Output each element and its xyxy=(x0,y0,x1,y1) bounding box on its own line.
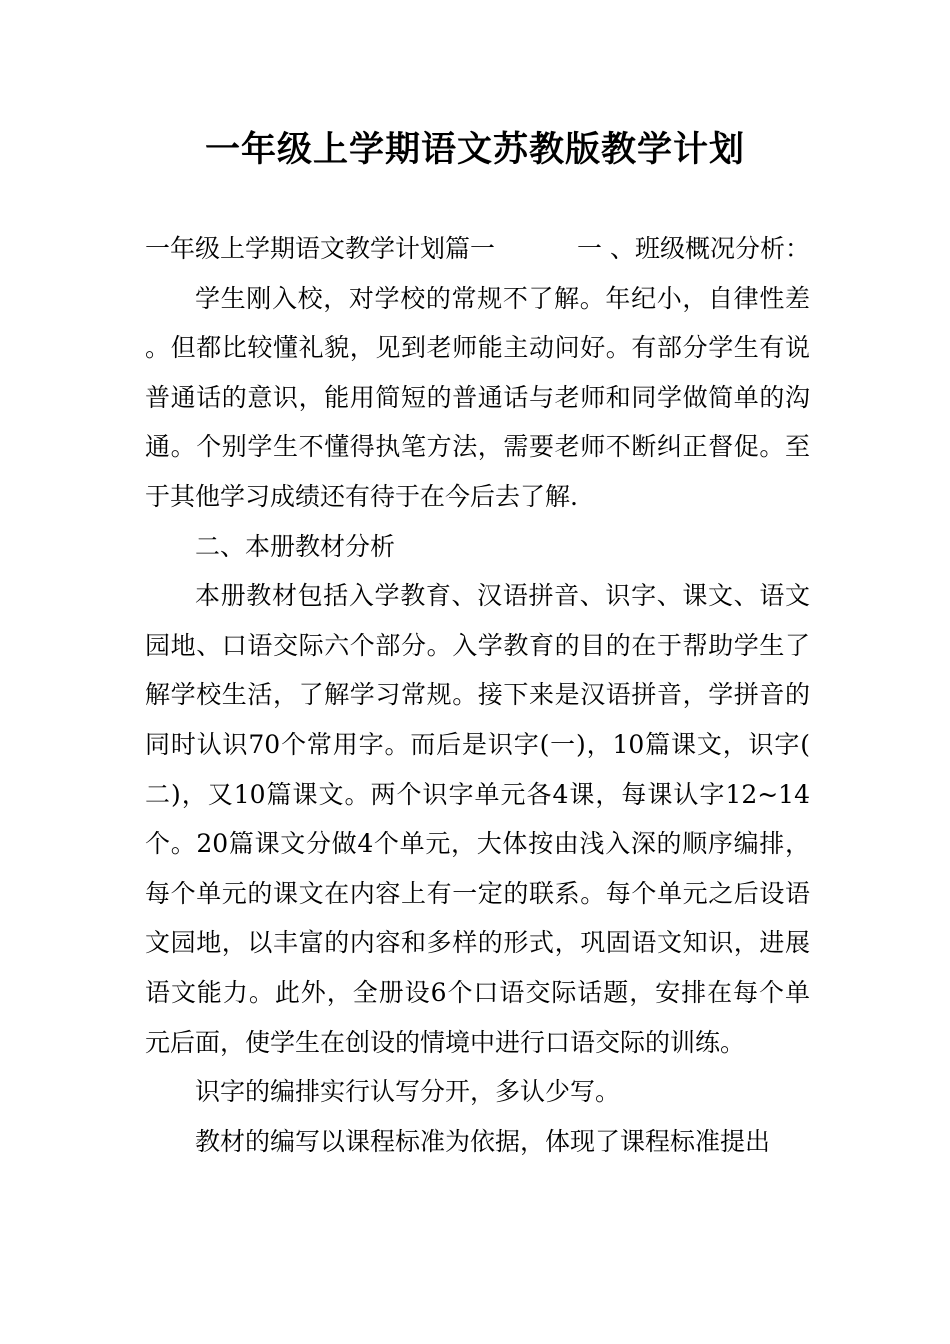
document-body xyxy=(145,224,810,1166)
section-heading-textbook-analysis: 二、本册教材分析 xyxy=(195,531,396,561)
document-title: 一年级上学期语文苏教版教学计划 xyxy=(204,130,745,170)
paragraph-textbook-content: 本册教材包括入学教育、汉语拼音、识字、课文、语文园地、口语交际六个部分。入学教育的目的在于帮助学生了解学校生活，了解学习常规。接下来是汉语拼音，学拼音的同时认识70个常用字。而后是识字(一)，10篇课文，识字(二)，又10篇课文。两个识字单元各4课，每课认字12~14个。20篇课文分做4个单元，大体按由浅入深的顺序编排，每个单元的课文在内容上有一定的联系。每个单元之后设语文园地，以丰富的内容和多样的形式，巩固语文知识，进展语文能力。此外，全册设6个口语交际话题，安排在每个单元后面，使学生在创设的情境中进行口语交际的训练。 xyxy=(145,581,810,1057)
intro-line xyxy=(145,224,810,274)
paragraph-literacy-arrangement: 识字的编排实行认写分开，多认少写。 xyxy=(195,1077,621,1107)
intro-line-left: 一年级上学期语文教学计划篇一 xyxy=(145,234,496,263)
intro-line-right: 一 、班级概况分析： xyxy=(577,234,810,263)
paragraph-textbook-basis: 教材的编写以课程标准为依据，体现了课程标准提出 xyxy=(195,1126,771,1156)
paragraph-class-analysis: 学生刚入校，对学校的常规不了解。年纪小，自律性差。但都比较懂礼貌，见到老师能主动问好。有部分学生有说普通话的意识，能用简短的普通话与老师和同学做简单的沟通。个别学生不懂得执笔方法，需要老师不断纠正督促。至于其他学习成绩还有待于在今后去了解. xyxy=(145,283,810,511)
